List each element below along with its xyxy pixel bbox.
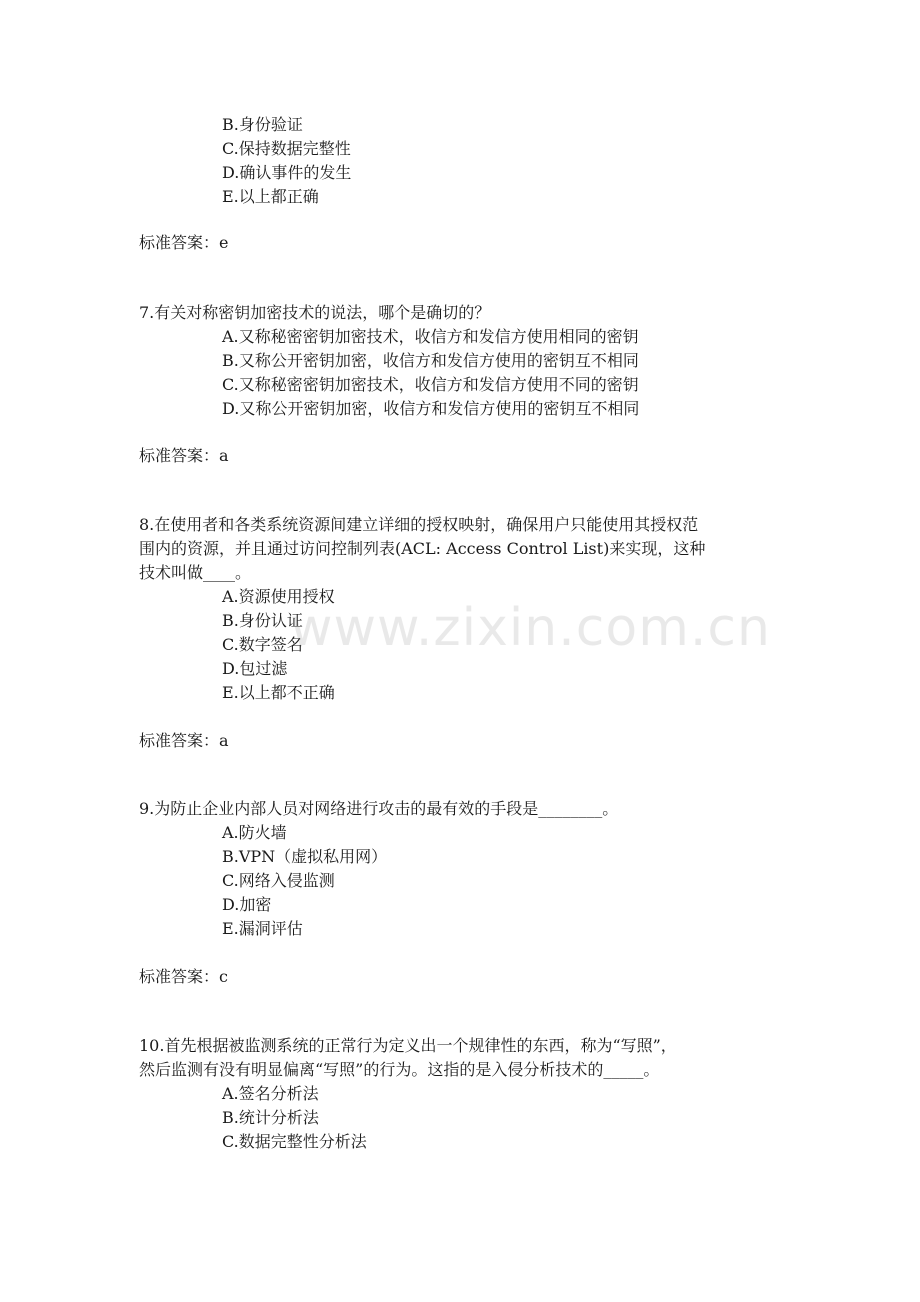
q7-question: 7.有关对称密钥加密技术的说法，哪个是确切的？ [139,303,491,322]
q7-option-d: D.又称公开密钥加密，收信方和发信方使用的密钥互不相同 [222,399,640,418]
q8-option-c: C.数字签名 [222,635,303,654]
q8-option-e: E.以上都不正确 [222,683,335,702]
q7-answer: 标准答案：a [139,446,229,465]
q9-option-d: D.加密 [222,895,272,914]
q8-question-line-3: 技术叫做____。 [139,563,252,582]
q6-option-b: B.身份验证 [222,115,303,134]
q9-question: 9.为防止企业内部人员对网络进行攻击的最有效的手段是________。 [139,799,619,818]
q10-option-c: C.数据完整性分析法 [222,1132,367,1151]
q7-option-a: A.又称秘密密钥加密技术，收信方和发信方使用相同的密钥 [222,327,639,346]
q10-question-line-2: 然后监测有没有明显偏离“写照”的行为。这指的是入侵分析技术的_____。 [139,1060,660,1079]
q9-option-b: B.VPN（虚拟私用网） [222,847,388,866]
q8-question-line-1: 8.在使用者和各类系统资源间建立详细的授权映射，确保用户只能使用其授权范 [139,515,699,534]
q7-option-b: B.又称公开密钥加密，收信方和发信方使用的密钥互不相同 [222,351,639,370]
q6-answer: 标准答案：e [139,233,229,252]
q8-option-d: D.包过滤 [222,659,288,678]
watermark: www.zixin.com.cn [290,598,771,658]
q10-question-line-1: 10.首先根据被监测系统的正常行为定义出一个规律性的东西，称为“写照”， [139,1036,677,1055]
q8-option-b: B.身份认证 [222,611,303,630]
q8-question-line-2: 围内的资源，并且通过访问控制列表(ACL: Access Control List)来实现，这种 [139,539,706,558]
q9-option-e: E.漏洞评估 [222,919,303,938]
q10-option-a: A.签名分析法 [222,1084,319,1103]
q6-option-c: C.保持数据完整性 [222,139,351,158]
q8-answer: 标准答案：a [139,731,229,750]
q9-option-c: C.网络入侵监测 [222,871,335,890]
q8-option-a: A.资源使用授权 [222,587,335,606]
q9-option-a: A.防火墙 [222,823,287,842]
q9-answer: 标准答案：c [139,967,228,986]
q6-option-e: E.以上都正确 [222,187,319,206]
q6-option-d: D.确认事件的发生 [222,163,352,182]
q10-option-b: B.统计分析法 [222,1108,319,1127]
q7-option-c: C.又称秘密密钥加密技术，收信方和发信方使用不同的密钥 [222,375,639,394]
